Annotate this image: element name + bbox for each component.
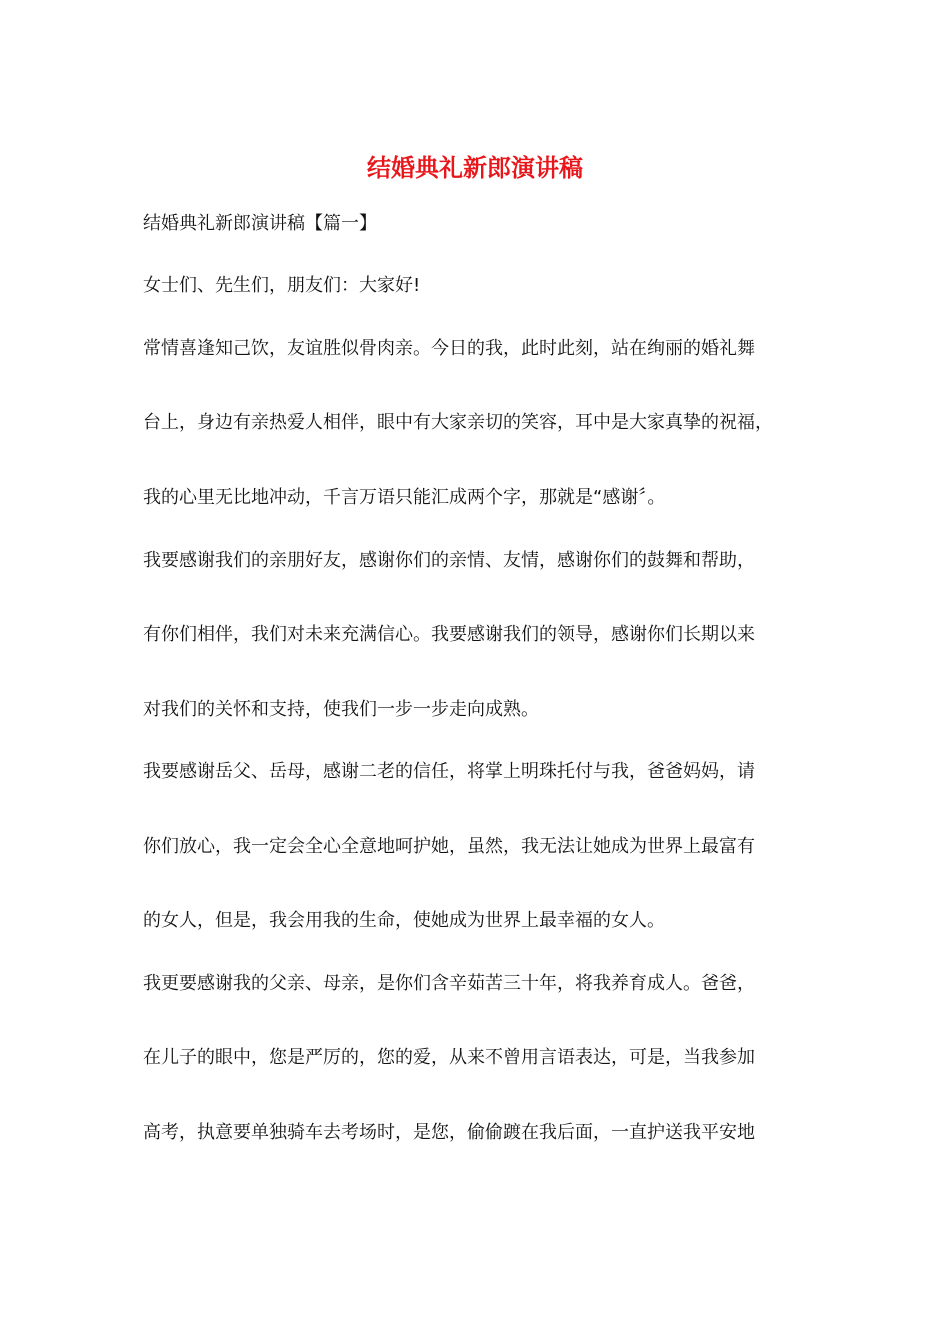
body-line: 对我们的关怀和支持，使我们一步一步走向成熟。: [143, 699, 539, 720]
body-line: 的女人，但是，我会用我的生命，使她成为世界上最幸福的女人。: [143, 910, 665, 931]
body-line: 我要感谢我们的亲朋好友，感谢你们的亲情、友情，感谢你们的鼓舞和帮助，: [143, 550, 755, 571]
body-line: 我要感谢岳父、岳母，感谢二老的信任，将掌上明珠托付与我，爸爸妈妈，请: [143, 761, 755, 782]
document-subtitle: 结婚典礼新郎演讲稿【篇一】: [143, 213, 377, 234]
body-line: 我更要感谢我的父亲、母亲，是你们含辛茹苦三十年，将我养育成人。爸爸，: [143, 973, 755, 994]
body-line: 女士们、先生们，朋友们：大家好!: [143, 275, 421, 296]
body-line: 高考，执意要单独骑车去考场时，是您，偷偷踱在我后面，一直护送我平安地: [143, 1122, 755, 1143]
body-line: 我的心里无比地冲动，千言万语只能汇成两个字，那就是“感谢〞。: [143, 487, 666, 508]
document-title: 结婚典礼新郎演讲稿: [367, 153, 583, 182]
body-line: 常情喜逢知己饮，友谊胜似骨肉亲。今日的我，此时此刻，站在绚丽的婚礼舞: [143, 338, 755, 359]
body-line: 台上，身边有亲热爱人相伴，眼中有大家亲切的笑容，耳中是大家真挚的祝福，: [143, 412, 773, 433]
body-line: 你们放心，我一定会全心全意地呵护她，虽然，我无法让她成为世界上最富有: [143, 836, 755, 857]
body-line: 在儿子的眼中，您是严厉的，您的爱，从来不曾用言语表达，可是，当我参加: [143, 1047, 755, 1068]
body-line: 有你们相伴，我们对未来充满信心。我要感谢我们的领导，感谢你们长期以来: [143, 624, 755, 645]
